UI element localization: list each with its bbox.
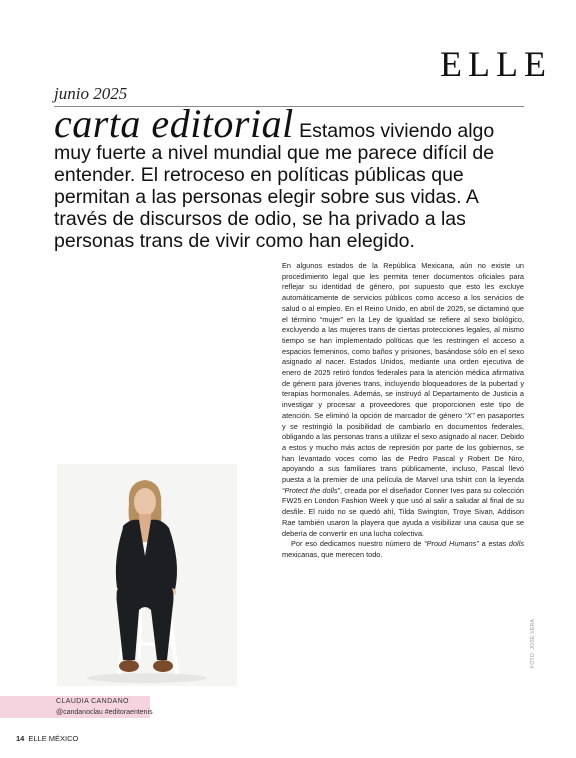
body-paragraph — [282, 539, 524, 560]
body-text-span: En algunos estados de la República Mexicana, aún no existe un procedimiento legal que les permita tener documentos oficiales para reflejar su identidad de género, por supuesto que esto les excluye automáticamente de servicios públicos como acceso a los servicios de salud o al empleo. En el Reino Unido, en abril de 2025, se dictaminó que el término “mujer” en la Ley de Igualdad se refiere al sexo biológico, excluyendo a las mujeres trans de ciertas protecciones legales, al mismo tiempo se han implementado políticas que les restringen el acceso a espacios femeninos, como baños y prisiones, basándose sólo en el sexo asignado al nacer. Estados Unidos, mediante una orden ejecutiva de enero de 2025 retiró fondos federales para la atención médica afirmativa de género para jóvenes trans, incluyendo bloqueadores de la pubertad y terapias hormonales. Además, se instruyó al Departamento de Justicia a investigar y procesar a proveedores que proporcionen este tipo de atención. Se eliminó la opción de marcador de género — [282, 261, 524, 420]
body-italic-span: “Proud Humans” — [424, 539, 479, 549]
body-italic-span: dolls — [508, 539, 524, 549]
intro-text: Estamos viviendo algo muy fuerte a nivel mundial que me parece difícil de entender. El retroceso en políticas públicas que permitan a las personas elegir sobre sus vidas. A través de discursos de odio, se ha privado a las personas trans de vivir como han elegido. — [54, 120, 495, 252]
body-paragraph — [282, 261, 524, 539]
body-text-span: a estas — [478, 539, 509, 549]
body-italic-span: “Protect the dolls” — [282, 485, 340, 495]
body-italic-span: “X” — [464, 410, 475, 420]
issue-date: junio 2025 — [54, 84, 128, 103]
editor-name: CLAUDIA CANDANO — [56, 698, 129, 705]
body-text-span: en pasaportes y se restringió la posibilidad de cambiarlo en documentos federales, obligando a las personas trans a utilizar el sexo asignado al nacer. Debido a estos y mucho más actos de represión por parte de los gobiernos, se han levantado voces como las de Pedro Pascal y Robert De Niro, apoyando a sus familiares trans públicamente, incluso, Pascal llevó puesta a la premier de una película de Marvel una tshirt con la leyenda — [282, 410, 524, 485]
editor-portrait-photo — [57, 464, 237, 686]
article-body — [282, 261, 524, 561]
elle-logo: ELLE — [440, 44, 552, 84]
body-text-span: Por eso dedicamos nuestro número de — [291, 539, 425, 549]
photo-credit: FOTO: JOSE VERA — [530, 618, 536, 668]
editorial-intro — [54, 101, 524, 252]
publication-name: ELLE MÉXICO — [28, 734, 79, 743]
body-text-span: , creada por el diseñador Conner Ives para su colección FW25 en London Fashion Week y que usó al salir a saludar al final de su desfile. El ruido no se quedó ahí, Tilda Swington, Troye Sivan, Addison Rae también usaron la playera que ayuda a visibilizar una causa que se debería de convertir en una lucha colectiva. — [282, 485, 524, 538]
page-footer — [16, 734, 78, 743]
editor-social-handles: @candanoclau #editoraentenis — [56, 709, 153, 716]
body-text-span: mexicanas, que merecen todo. — [282, 549, 383, 559]
portrait-illustration — [57, 464, 237, 686]
page-number: 14 — [16, 734, 25, 743]
section-title: carta editorial — [54, 101, 294, 146]
